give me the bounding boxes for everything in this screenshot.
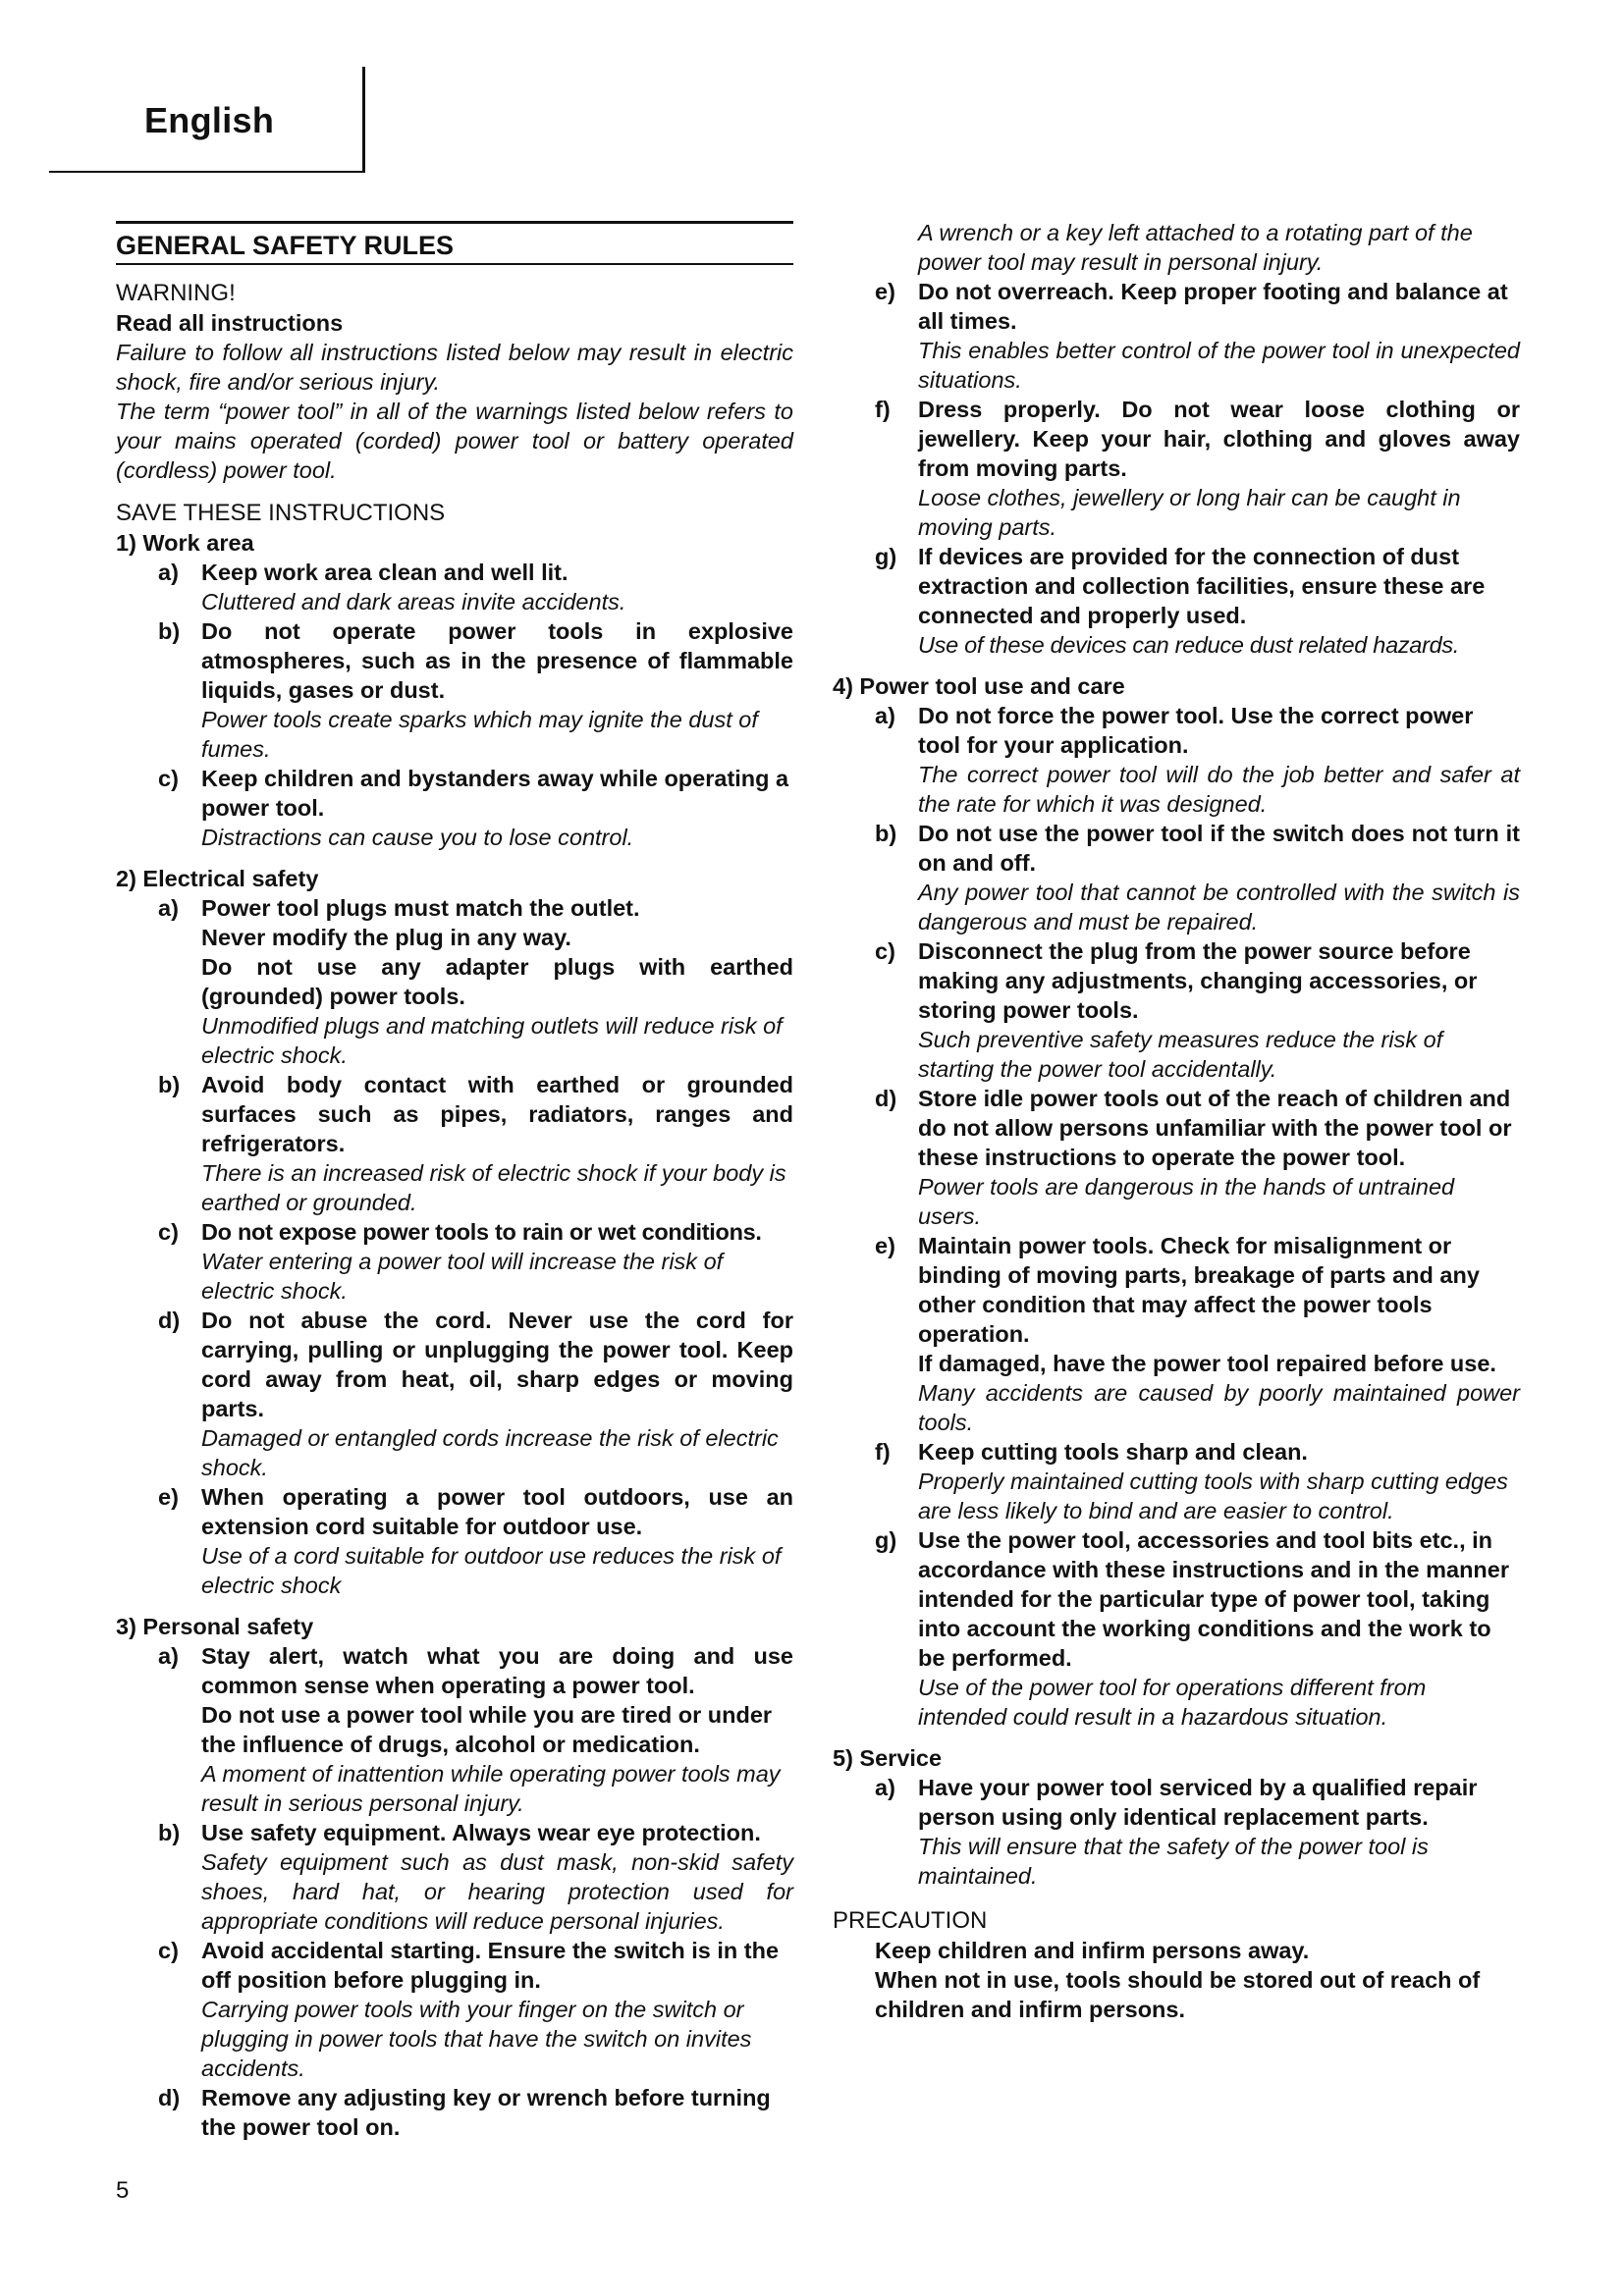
rule-text: Power tool plugs must match the outlet.: [201, 895, 640, 921]
rule-description: Use of a cord suitable for outdoor use reduces the risk of electric shock: [201, 1543, 782, 1598]
precaution-text-2: When not in use, tools should be stored out of reach of children and infirm persons.: [875, 1967, 1481, 2022]
rule-text: Do not operate power tools in explosive atmospheres, such as in the presence of flammable liquids, gases or dust.: [201, 618, 793, 703]
rule-text: Use safety equipment. Always wear eye protection.: [201, 1820, 761, 1845]
rule-item: [833, 395, 1520, 483]
rule-item: [833, 1231, 1520, 1349]
rule-text-continued: Do not use any adapter plugs with earthed (grounded) power tools.: [201, 954, 793, 1009]
save-instructions-heading: SAVE THESE INSTRUCTIONS: [116, 500, 446, 526]
section-personal-safety: 3) Personal safety: [116, 1614, 314, 1639]
item-letter: a): [875, 1775, 895, 1800]
item-letter: e): [158, 1484, 179, 1510]
item-letter: e): [875, 1233, 895, 1258]
page-number: 5: [116, 2177, 130, 2204]
item-letter: g): [875, 544, 897, 569]
rule-description: Carrying power tools with your finger on the switch or plugging in power tools that have the switch on invites accidents.: [201, 1997, 752, 2081]
section-title: GENERAL SAFETY RULES: [116, 221, 793, 265]
rule-item: [116, 764, 793, 823]
item-letter: c): [158, 1938, 179, 1963]
rule-item: [833, 701, 1520, 760]
section-electrical-safety: 2) Electrical safety: [116, 866, 319, 891]
left-column: [116, 221, 793, 2142]
item-letter: b): [875, 821, 897, 846]
item-letter: d): [158, 1308, 181, 1333]
item-letter: b): [158, 1072, 181, 1097]
item-letter: e): [875, 279, 895, 304]
rule-item: [116, 616, 793, 705]
warning-heading: WARNING!: [116, 280, 236, 306]
rule-item: [116, 2083, 793, 2142]
item-letter: b): [158, 1820, 181, 1845]
rule-text: Stay alert, watch what you are doing and use common sense when operating a power tool.: [201, 1643, 793, 1698]
rule-description: There is an increased risk of electric shock if your body is earthed or grounded.: [201, 1160, 786, 1215]
rule-description: Loose clothes, jewellery or long hair can be caught in moving parts.: [918, 485, 1461, 540]
rule-item: [833, 936, 1520, 1025]
rule-description: Unmodified plugs and matching outlets will reduce risk of electric shock.: [201, 1013, 783, 1068]
rule-text: Maintain power tools. Check for misalignment or binding of moving parts, breakage of parts and any other condition that may affect the power tools operation.: [918, 1233, 1480, 1347]
item-letter: g): [875, 1527, 897, 1553]
language-tab: [49, 67, 365, 173]
rule-item: [833, 1773, 1520, 1832]
intro-text-2: The term “power tool” in all of the warnings listed below refers to your mains operated (corded) power tool or battery operated (cordless) power tool.: [116, 399, 793, 483]
rule-text: Avoid accidental starting. Ensure the switch is in the off position before plugging in.: [201, 1938, 780, 1993]
rule-text: Have your power tool serviced by a qualified repair person using only identical replacement parts.: [918, 1775, 1478, 1830]
item-letter: c): [158, 766, 179, 791]
section-power-tool-use: 4) Power tool use and care: [833, 673, 1125, 699]
rule-text: If devices are provided for the connection of dust extraction and collection facilities, ensure these are connected and properly used.: [918, 544, 1486, 628]
rule-item: [116, 1070, 793, 1158]
rule-description: Any power tool that cannot be controlled with the switch is dangerous and must be repaired.: [918, 880, 1520, 934]
rule-text: Do not force the power tool. Use the correct power tool for your application.: [918, 703, 1474, 758]
rule-text: When operating a power tool outdoors, use an extension cord suitable for outdoor use.: [201, 1484, 793, 1539]
rule-description: Cluttered and dark areas invite accidents.: [201, 589, 626, 614]
rule-description: Safety equipment such as dust mask, non-skid safety shoes, hard hat, or hearing protection used for appropriate conditions will reduce personal injuries.: [201, 1849, 793, 1934]
precaution-text-1: Keep children and infirm persons away.: [875, 1938, 1310, 1963]
rule-item: [833, 1525, 1520, 1673]
rule-description: Use of the power tool for operations different from intended could result in a hazardous situation.: [918, 1675, 1427, 1730]
intro-text-1: Failure to follow all instructions listed below may result in electric shock, fire and/or serious injury.: [116, 340, 793, 395]
rule-text: Store idle power tools out of the reach of children and do not allow persons unfamiliar with the power tool or these instructions to operate the power tool.: [918, 1086, 1512, 1170]
rule-description: Use of these devices can reduce dust related hazards.: [918, 632, 1460, 658]
rule-item: [833, 542, 1520, 630]
item-letter: c): [875, 938, 895, 964]
item-letter: c): [158, 1219, 179, 1245]
rule-item: [833, 1437, 1520, 1467]
rule-description: Distractions can cause you to lose control.: [201, 825, 634, 850]
rule-text-continued: Do not use a power tool while you are tired or under the influence of drugs, alcohol or medication.: [201, 1702, 773, 1757]
item-letter: a): [158, 560, 179, 585]
rule-item: [116, 558, 793, 587]
rule-item: [116, 1482, 793, 1541]
rule-text-continued: If damaged, have the power tool repaired before use.: [918, 1351, 1496, 1376]
rule-text: Keep work area clean and well lit.: [201, 560, 568, 585]
rule-text: Dress properly. Do not wear loose clothing or jewellery. Keep your hair, clothing and gloves away from moving parts.: [918, 397, 1520, 481]
rule-description: Properly maintained cutting tools with sharp cutting edges are less likely to bind and are easier to control.: [918, 1468, 1508, 1523]
right-column: [833, 218, 1520, 2024]
item-letter: f): [875, 1439, 891, 1465]
tab-underline: [49, 171, 365, 173]
rule-description: Power tools are dangerous in the hands of untrained users.: [918, 1174, 1455, 1229]
rule-text: Avoid body contact with earthed or grounded surfaces such as pipes, radiators, ranges and refrigerators.: [201, 1072, 793, 1156]
rule-item: [116, 1818, 793, 1847]
section-service: 5) Service: [833, 1745, 943, 1771]
rule-text: Disconnect the plug from the power source before making any adjustments, changing accessories, or storing power tools.: [918, 938, 1478, 1023]
rule-text: Do not expose power tools to rain or wet conditions.: [201, 1219, 762, 1245]
section-work-area: 1) Work area: [116, 530, 254, 556]
rule-text-continued: Never modify the plug in any way.: [201, 925, 571, 950]
item-letter: f): [875, 397, 891, 422]
rule-description: The correct power tool will do the job better and safer at the rate for which it was designed.: [918, 762, 1520, 817]
rule-item: [116, 1306, 793, 1423]
item-letter: a): [875, 703, 895, 728]
rule-description: Damaged or entangled cords increase the risk of electric shock.: [201, 1425, 779, 1480]
tab-divider: [362, 67, 365, 173]
rule-description: A moment of inattention while operating power tools may result in serious personal injury.: [201, 1761, 781, 1816]
rule-item: [833, 277, 1520, 336]
rule-description: Such preventive safety measures reduce the risk of starting the power tool accidentally.: [918, 1027, 1443, 1082]
rule-item: [116, 1217, 793, 1247]
rule-description: Water entering a power tool will increase the risk of electric shock.: [201, 1249, 724, 1304]
rule-text: Do not overreach. Keep proper footing and balance at all times.: [918, 279, 1508, 334]
item-letter: a): [158, 895, 179, 921]
item-letter: d): [158, 2085, 181, 2110]
rule-description: This will ensure that the safety of the power tool is maintained.: [918, 1834, 1429, 1889]
rule-text: Use the power tool, accessories and tool bits etc., in accordance with these instructions and in the manner intended for the particular type of power tool, taking into account the working conditions and the work to be performed.: [918, 1527, 1509, 1671]
rule-description: This enables better control of the power tool in unexpected situations.: [918, 338, 1520, 393]
rule-text: Remove any adjusting key or wrench before turning the power tool on.: [201, 2085, 771, 2140]
precaution-heading: PRECAUTION: [833, 1907, 988, 1934]
item-letter: d): [875, 1086, 897, 1111]
rule-description: A wrench or a key left attached to a rotating part of the power tool may result in personal injury.: [918, 220, 1473, 275]
language-label: English: [144, 100, 275, 140]
rule-description: Power tools create sparks which may ignite the dust of fumes.: [201, 707, 758, 762]
rule-item: [116, 893, 793, 923]
rule-description: Many accidents are caused by poorly maintained power tools.: [918, 1380, 1520, 1435]
rule-text: Keep cutting tools sharp and clean.: [918, 1439, 1308, 1465]
rule-item: [116, 1641, 793, 1700]
read-all-heading: Read all instructions: [116, 310, 344, 336]
item-letter: a): [158, 1643, 179, 1669]
rule-text: Keep children and bystanders away while operating a power tool.: [201, 766, 789, 821]
rule-text: Do not abuse the cord. Never use the cord for carrying, pulling or unplugging the power tool. Keep cord away from heat, oil, sharp edges or moving parts.: [201, 1308, 793, 1421]
rule-item: [116, 1936, 793, 1995]
rule-item: [833, 819, 1520, 878]
rule-item: [833, 1084, 1520, 1172]
item-letter: b): [158, 618, 181, 644]
rule-text: Do not use the power tool if the switch does not turn it on and off.: [918, 821, 1520, 876]
